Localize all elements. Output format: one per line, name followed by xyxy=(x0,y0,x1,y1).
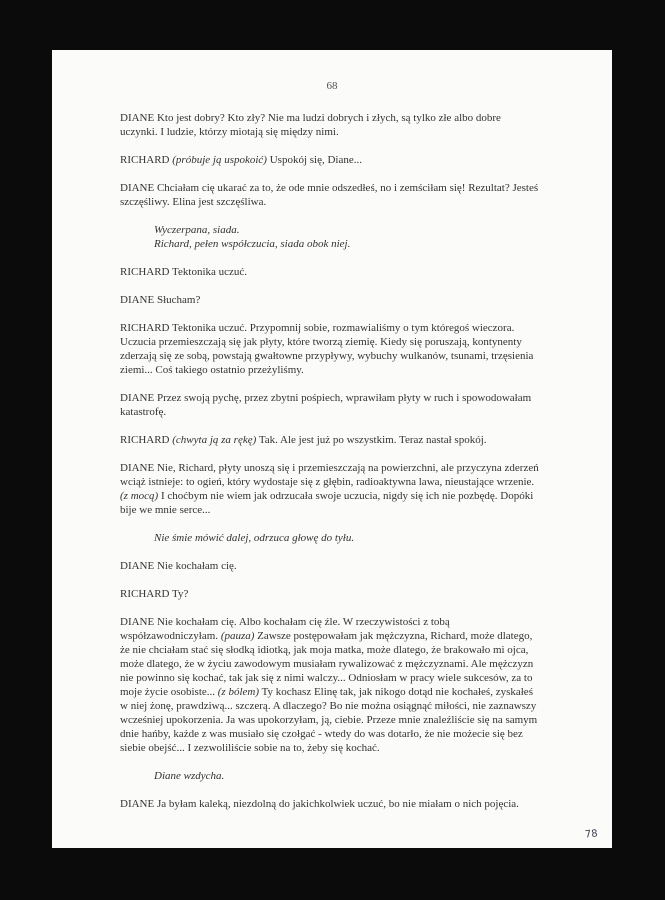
dialogue-paragraph: DIANE Słucham? xyxy=(120,294,201,306)
dialogue-paragraph xyxy=(120,433,540,447)
dialogue-text: DIANE Nie kochałam cię. Albo kochałam cię źle. W rzeczywistości z tobą współzawodniczyłam. xyxy=(120,616,450,642)
page-number: 68 xyxy=(326,80,338,92)
dialogue-text: DIANE Nie, Richard, płyty unoszą się i przemieszczają na powierzchni, ale przyczyna zderzeń wciąż istnieje: to ogień, który wydostaje się z głębin, radioaktywna lawa, nieustające wrzenie. xyxy=(120,462,539,488)
inline-stage-direction: (z bólem) xyxy=(217,686,260,698)
inline-stage-direction: (chwyta ją za rękę) xyxy=(172,434,257,446)
dialogue-paragraph: DIANE Kto jest dobry? Kto zły? Nie ma ludzi dobrych i złych, są tylko złe albo dobre uczynki. I ludzie, którzy miotają się między nimi. xyxy=(120,112,501,138)
dialogue-text: Ty kochasz Elinę tak, jak nikogo dotąd nie kochałeś, zyskałeś w niej żonę, prawdziwą... szczerą. A dlaczego? Bo nie można osiągnąć miłości, nie zaznawszy wcześniej upokorzenia. Ja was upokorzyłam, ją, ciebie. Przeze mnie znaleźliście się na samym dnie hańby, każde z was musiało się czołgać - wtedy do was dotarło, że nie możecie się bez siebie obejść... I zezwoliliście sobie na to, żeby się kochać. xyxy=(120,686,538,754)
dialogue-paragraph xyxy=(120,615,540,755)
dialogue-paragraph xyxy=(120,153,540,167)
stage-direction-line: Wyczerpana, siada. xyxy=(154,224,240,236)
script-text xyxy=(120,111,540,825)
dialogue-paragraph: DIANE Chciałam cię ukarać za to, że ode mnie odszedłeś, no i zemściłam się! Rezultat? Jesteś szczęśliwy. Elina jest szczęśliwa. xyxy=(120,182,539,208)
dialogue-text: RICHARD xyxy=(120,434,173,446)
dialogue-paragraph: RICHARD Tektonika uczuć. Przypomnij sobie, rozmawialiśmy o tym któregoś wieczora. Uczucia przemieszczają się jak płyty, które tworzą ziemię. Kiedy się poruszają, kontynenty zderzają się ze sobą, powstają gwałtowne przypływy, wybuchy wulkanów, tsunami, trzęsienia ziemi... Coś takiego ostatnio przeżyliśmy. xyxy=(120,322,534,376)
inline-stage-direction: (próbuje ją uspokoić) xyxy=(172,154,267,166)
dialogue-paragraph: RICHARD Tektonika uczuć. xyxy=(120,266,248,278)
handwritten-page-note: 78 xyxy=(584,828,599,841)
stage-direction-line: Richard, pełen współczucia, siada obok niej. xyxy=(154,238,351,250)
inline-stage-direction: (pauza) xyxy=(220,630,255,642)
dialogue-text: Zawsze postępowałam jak mężczyzna, Richard, może dlatego, że nie chciałam stać się słodką idiotką, jak moja matka, może dlatego, że brakowało mi ojca, może dlatego, że w życiu zawodowym musiałam rywalizować z mężczyznami. Ale mężczyzn nie powinno się kochać, tak jak się z nimi walczy... Odniosłam w pracy wiele sukcesów, za to moje życie osobiste... xyxy=(120,630,534,698)
dialogue-text: RICHARD xyxy=(120,154,173,166)
stage-direction xyxy=(154,223,540,251)
inline-stage-direction: (z mocą) xyxy=(120,490,159,502)
dialogue-paragraph: DIANE Ja byłam kaleką, niezdolną do jakichkolwiek uczuć, bo nie miałam o nich pojęcia. xyxy=(120,798,519,810)
dialogue-text: Uspokój się, Diane... xyxy=(266,154,362,166)
stage-direction-line: Nie śmie mówić dalej, odrzuca głowę do tyłu. xyxy=(154,532,355,544)
dialogue-paragraph: DIANE Nie kochałam cię. xyxy=(120,560,237,572)
dialogue-text: Tak. Ale jest już po wszystkim. Teraz nastał spokój. xyxy=(256,434,487,446)
stage-direction-line: Diane wzdycha. xyxy=(154,770,225,782)
manuscript-page xyxy=(52,50,612,848)
dialogue-paragraph: DIANE Przez swoją pychę, przez zbytni pośpiech, wprawiłam płyty w ruch i spowodowałam katastrofę. xyxy=(120,392,532,418)
stage-direction xyxy=(154,531,540,545)
dialogue-paragraph: RICHARD Ty? xyxy=(120,588,189,600)
dialogue-paragraph xyxy=(120,461,540,517)
stage-direction xyxy=(154,769,540,783)
dialogue-text: I choćbym nie wiem jak odrzucała swoje uczucia, nigdy się ich nie pozbędę. Dopóki bije we mnie serce... xyxy=(120,490,534,516)
